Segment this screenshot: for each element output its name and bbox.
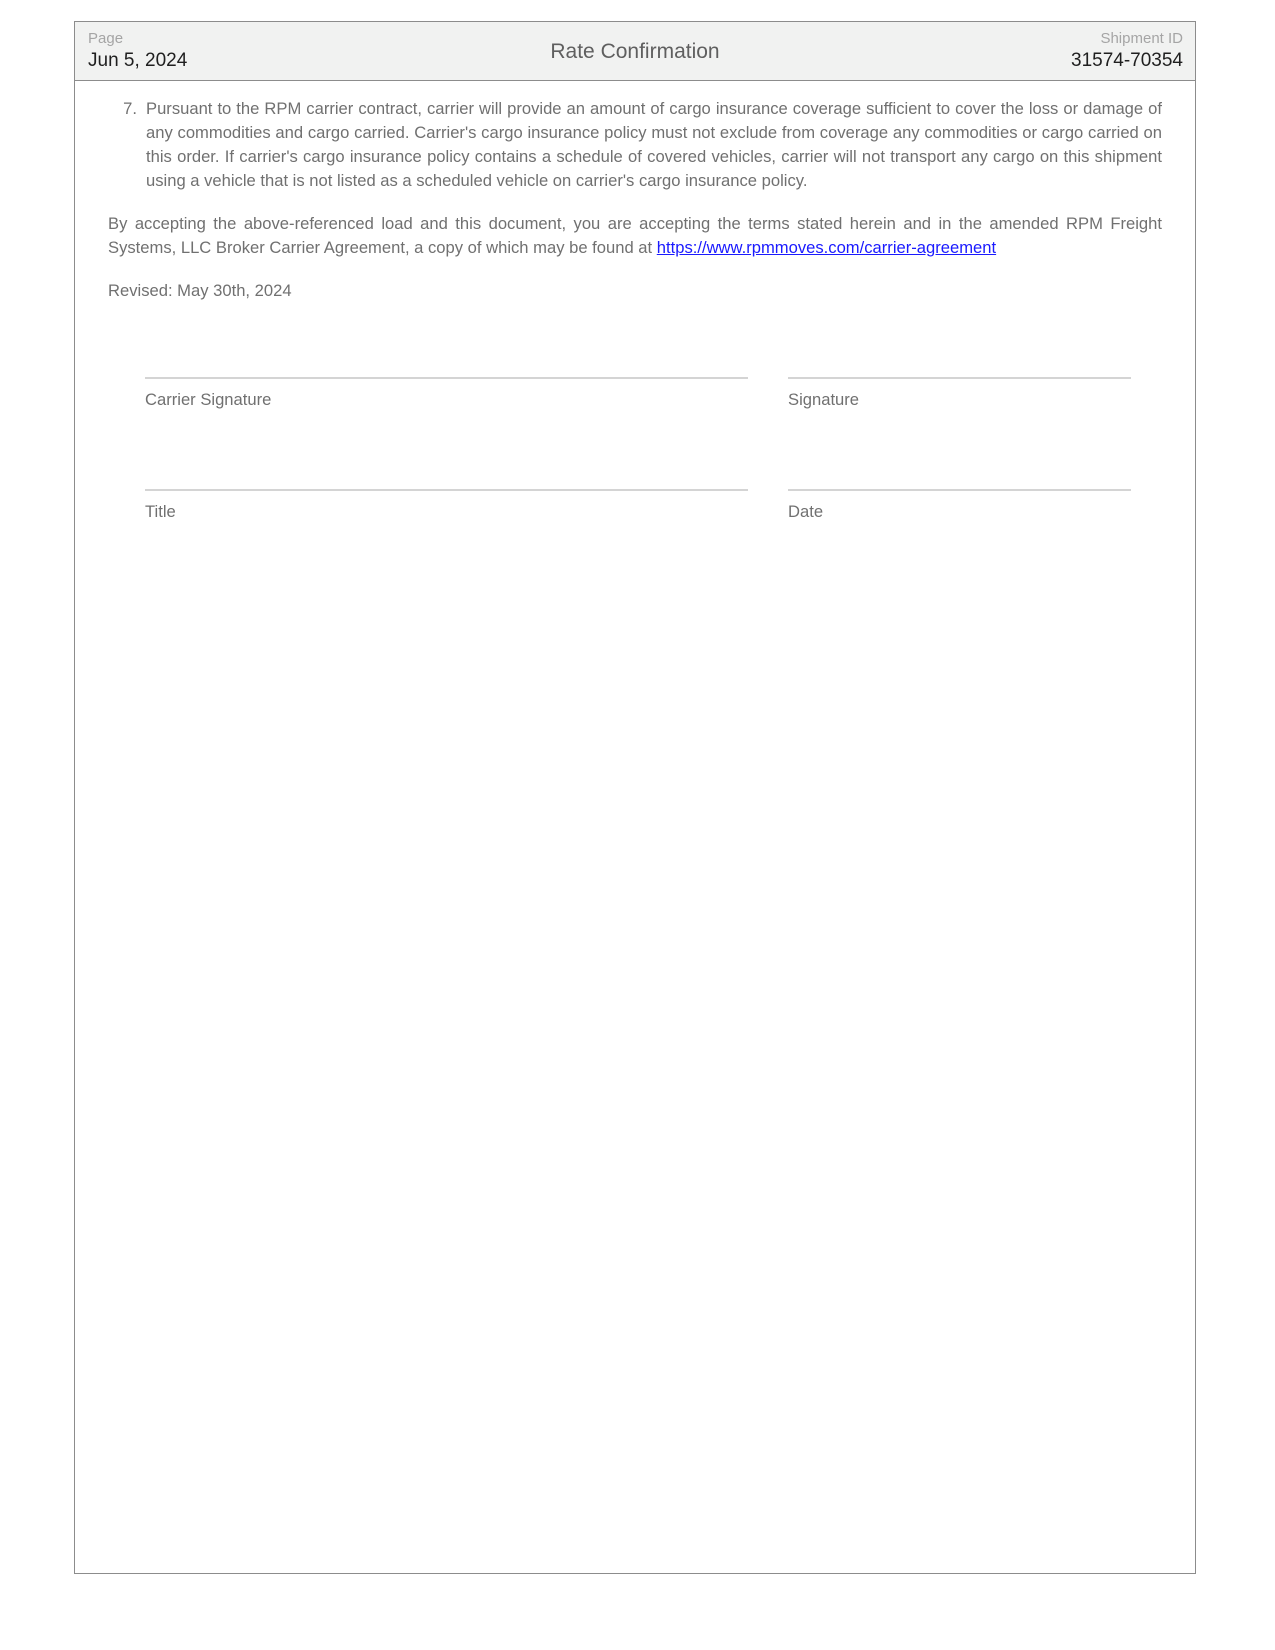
page-label: Page xyxy=(88,30,124,47)
list-item-text: Pursuant to the RPM carrier contract, carrier will provide an amount of cargo insurance coverage sufficient to cover the loss or damage of any commodities and cargo carried. Carrier's cargo insurance policy must not exclude from coverage any commodities or cargo carried on this order. If carrier's cargo insurance policy contains a schedule of covered vehicles, carrier will not transport any cargo on this shipment using a vehicle that is not listed as a scheduled vehicle on carrier's cargo insurance policy. xyxy=(146,99,1162,190)
shipment-info xyxy=(1071,30,1183,74)
terms-content xyxy=(108,97,1162,303)
list-item-number: 7. xyxy=(123,99,137,118)
carrier-agreement-link[interactable]: https://www.rpmmoves.com/carrier-agreement xyxy=(656,238,997,257)
shipment-id: 31574-70354 xyxy=(1071,50,1183,71)
signature-label: Signature xyxy=(788,390,860,409)
carrier-signature-line xyxy=(145,377,748,379)
acceptance-text: By accepting the above-referenced load and this document, you are accepting the terms stated herein and in the amended RPM Freight Systems, LLC Broker Carrier Agreement, a copy of which may be found at xyxy=(108,214,1162,257)
revised-date: Revised: May 30th, 2024 xyxy=(108,281,292,300)
title-line xyxy=(145,489,748,491)
date-line xyxy=(788,489,1131,491)
carrier-signature-label: Carrier Signature xyxy=(145,390,272,409)
document-title: Rate Confirmation xyxy=(550,40,720,63)
signature-line xyxy=(788,377,1131,379)
acceptance-paragraph xyxy=(108,212,1162,260)
document-page xyxy=(74,21,1196,1574)
date-label: Date xyxy=(788,502,824,521)
terms-list-item xyxy=(108,97,1162,193)
document-date: Jun 5, 2024 xyxy=(88,50,188,71)
shipment-id-label: Shipment ID xyxy=(1100,30,1183,47)
document-header xyxy=(75,22,1195,81)
title-label: Title xyxy=(145,502,176,521)
